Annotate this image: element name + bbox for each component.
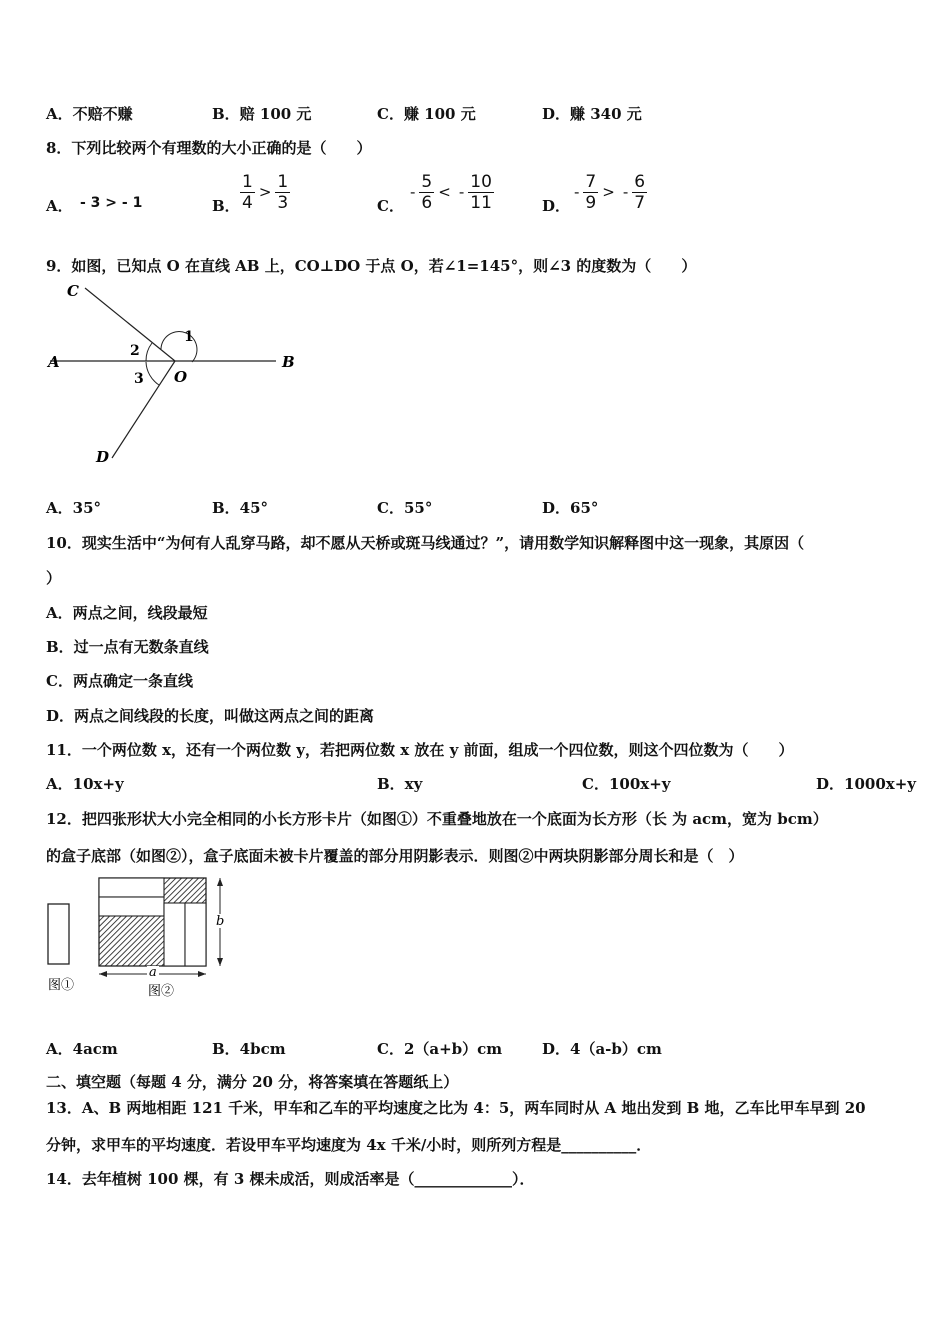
card-vertical-1: [164, 903, 185, 966]
q12-option-b: B．4bcm: [212, 1040, 286, 1058]
q7-option-d: D．赚 340 元: [542, 105, 642, 123]
q10-option-a: A．两点之间，线段最短: [46, 604, 208, 622]
q11-option-c: C．100x+y: [582, 775, 671, 793]
q7-option-b: B．赔 100 元: [212, 105, 312, 123]
label-b: b: [216, 914, 225, 929]
shaded-region-top-right: [164, 878, 206, 903]
q11-option-b: B．xy: [377, 775, 423, 793]
fraction: $\frac{5}{6}$: [421, 172, 433, 213]
q9-option-d: D．65°: [542, 499, 599, 517]
card-vertical-2: [185, 903, 206, 966]
q12-card-figure: [40, 872, 240, 1002]
label-b: B: [282, 353, 295, 371]
q8-option-b-label: B．: [212, 197, 240, 215]
shaded-region-bottom-left: [99, 916, 164, 966]
fig2-caption: 图②: [148, 984, 175, 999]
fraction: $\frac{1}{3}$: [277, 172, 289, 213]
fraction: $\frac{7}{9}$: [585, 172, 597, 213]
section-title: 二、填空题（每题 4 分，满分 20 分，将答案填在答题纸上）: [46, 1073, 459, 1091]
angle-2-arc: [146, 343, 152, 361]
q10-option-b: B．过一点有无数条直线: [46, 638, 209, 656]
q10-stem-end: ）: [46, 569, 62, 587]
q8-option-a-expr: - 3 > - 1: [80, 195, 143, 211]
fig1-card: [48, 904, 69, 964]
q11-stem: 11．一个两位数 x，还有一个两位数 y，若把两位数 x 放在 y 前面，组成一个四位数，则这个四位数为（ ）: [46, 741, 794, 759]
q12-option-c: C．2（a+b）cm: [377, 1040, 503, 1058]
label-angle-2: 2: [130, 343, 140, 359]
q12-stem-cont: 的盒子底部（如图②），盒子底面未被卡片覆盖的部分用阴影表示．则图②中两块阴影部分周长和是（ ）: [46, 847, 744, 865]
q8-option-b-expr: $\frac{1}{4}$ > $\frac{1}{3}$: [242, 172, 289, 213]
label-a: a: [149, 965, 157, 980]
label-c: C: [67, 282, 79, 300]
card-horizontal-2: [99, 897, 164, 916]
fraction: $\frac{1}{4}$: [242, 172, 253, 213]
q12-option-a: A．4acm: [46, 1040, 118, 1058]
label-o: O: [174, 368, 188, 386]
q9-stem: 9．如图，已知点 O 在直线 AB 上，CO⊥DO 于点 O，若∠1=145°，则∠3 的度数为（ ）: [46, 257, 697, 275]
q14-text: 14．去年植树 100 棵，有 3 棵未成活，则成活率是（_____________）．: [46, 1170, 535, 1188]
q9-option-a: A．35°: [46, 499, 102, 517]
q11-option-d: D．1000x+y: [816, 775, 916, 793]
fraction: $\frac{6}{7}$: [634, 172, 646, 213]
q13-line-1: 13．A、B 两地相距 121 千米，甲车和乙车的平均速度之比为 4：5，两车同时从 A 地出发到 B 地，乙车比甲车早到 20: [46, 1099, 866, 1117]
q7-option-a: A．不赔不赚: [46, 105, 133, 123]
q8-option-c-expr: - $\frac{5}{6}$ < - $\frac{10}{11}$: [410, 172, 492, 213]
q11-option-a: A．10x+y: [46, 775, 124, 793]
card-horizontal-1: [99, 878, 164, 897]
q9-angle-figure: [40, 278, 310, 468]
q8-stem: 8．下列比较两个有理数的大小正确的是（ ）: [46, 139, 372, 157]
q10-option-c: C．两点确定一条直线: [46, 672, 193, 690]
q12-stem: 12．把四张形状大小完全相同的小长方形卡片（如图①）不重叠地放在一个底面为长方形（长 为 acm，宽为 bcm）: [46, 810, 828, 828]
label-d: D: [96, 448, 110, 466]
q9-option-c: C．55°: [377, 499, 433, 517]
label-angle-3: 3: [134, 371, 144, 387]
q10-stem: 10．现实生活中“为何有人乱穿马路，却不愿从天桥或斑马线通过？”，请用数学知识解释图中这一现象，其原因（: [46, 534, 805, 552]
fraction: $\frac{10}{11}$: [470, 172, 492, 213]
q10-option-d: D．两点之间线段的长度，叫做这两点之间的距离: [46, 707, 375, 725]
fig1-caption: 图①: [48, 978, 75, 993]
q7-option-c: C．赚 100 元: [377, 105, 476, 123]
q9-option-b: B．45°: [212, 499, 269, 517]
q8-option-a-label: A．: [46, 197, 73, 215]
q13-line-2: 分钟，求甲车的平均速度．若设甲车平均速度为 4x 千米/小时，则所列方程是__________．: [46, 1136, 652, 1154]
angle-3-arc: [146, 362, 159, 385]
q8-option-d-label: D．: [542, 197, 571, 215]
q8-option-c-label: C．: [377, 197, 404, 215]
q8-option-d-expr: - $\frac{7}{9}$ > - $\frac{6}{7}$: [574, 172, 646, 213]
q12-option-d: D．4（a-b）cm: [542, 1040, 662, 1058]
label-a: A: [48, 353, 60, 371]
label-angle-1: 1: [184, 329, 194, 345]
